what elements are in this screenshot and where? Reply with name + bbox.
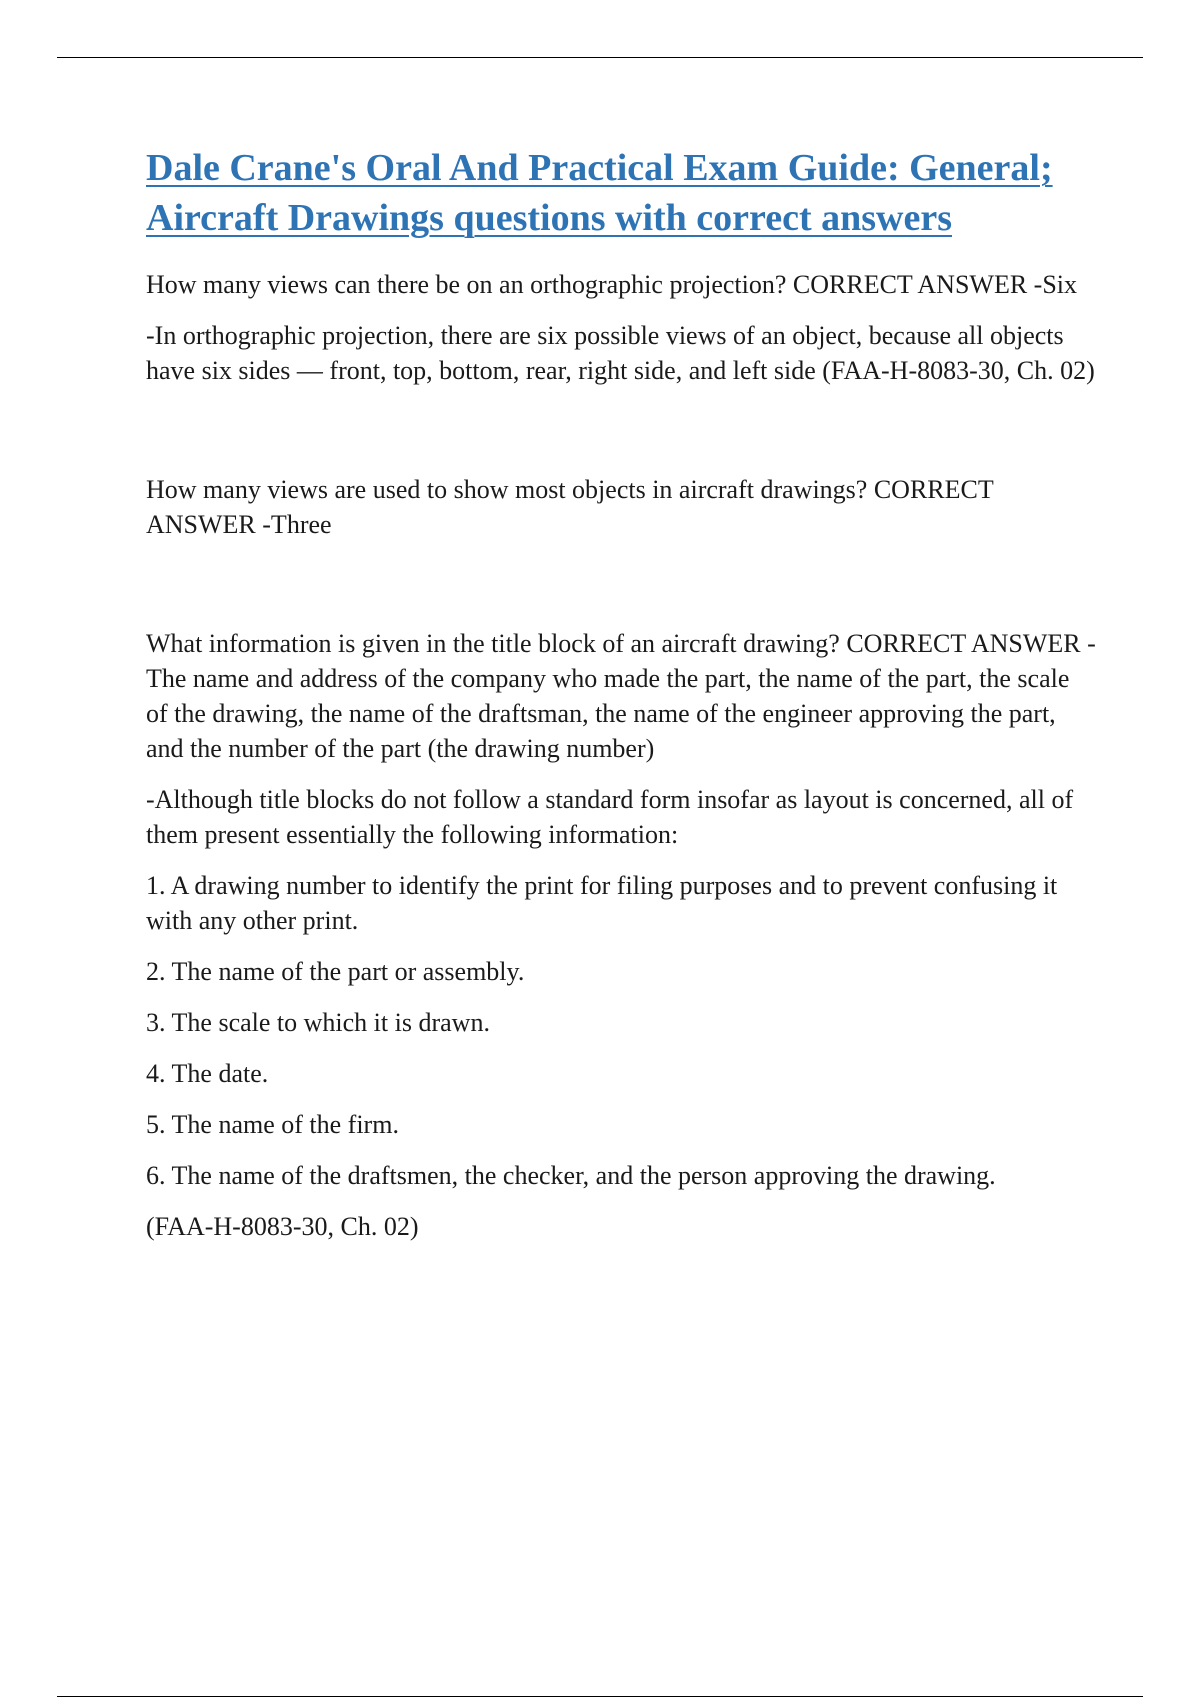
question-2: How many views are used to show most objects in aircraft drawings? CORRECT ANSWER -Three xyxy=(146,475,994,539)
list-item: 4. The date. xyxy=(146,1059,269,1088)
question-3: What information is given in the title block of an aircraft drawing? CORRECT ANSWER -The name and address of the company who made the part, the name of the part, the scale of the drawing, the name of the draftsman, the name of the engineer approving the part, and the number of the part (the drawing number) xyxy=(146,629,1096,763)
list-item: 3. The scale to which it is drawn. xyxy=(146,1008,490,1037)
qa-item-1 xyxy=(146,267,1096,388)
qa-item-3 xyxy=(146,626,1096,1244)
explanation-1: -In orthographic projection, there are six possible views of an object, because all objects have six sides — front, top, bottom, rear, right side, and left side (FAA-H-8083-30, Ch. 02) xyxy=(146,321,1095,385)
qa-item-2 xyxy=(146,472,1096,542)
list-item: 2. The name of the part or assembly. xyxy=(146,957,525,986)
header-rule xyxy=(57,57,1143,58)
list-item: 6. The name of the draftsmen, the checker, and the person approving the drawing. xyxy=(146,1161,996,1190)
list-item: 1. A drawing number to identify the print for filing purposes and to prevent confusing it with any other print. xyxy=(146,871,1058,935)
question-1: How many views can there be on an orthographic projection? CORRECT ANSWER -Six xyxy=(146,270,1078,299)
list-item: 5. The name of the firm. xyxy=(146,1110,399,1139)
document-body xyxy=(146,143,1096,1244)
explanation-3: -Although title blocks do not follow a standard form insofar as layout is concerned, all of them present essentially the following information: xyxy=(146,785,1074,849)
footer-rule xyxy=(57,1696,1143,1697)
reference: (FAA-H-8083-30, Ch. 02) xyxy=(146,1212,419,1241)
document-title[interactable]: Dale Crane's Oral And Practical Exam Guide: General; Aircraft Drawings questions with correct answers xyxy=(146,147,1053,239)
